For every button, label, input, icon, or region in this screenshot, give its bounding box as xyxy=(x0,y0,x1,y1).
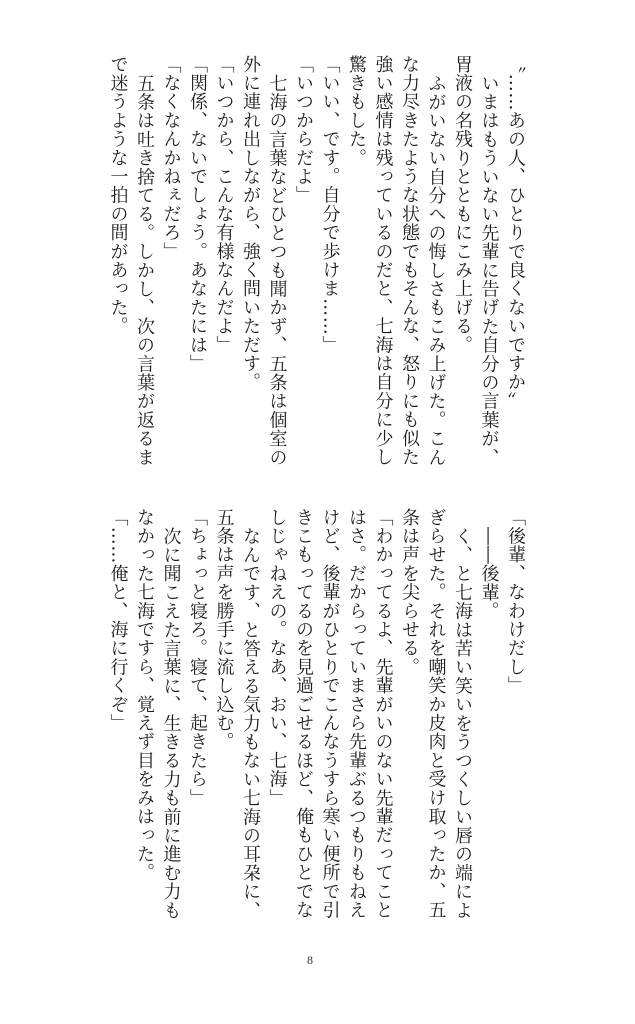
dialogue-line: 「いい、です。自分で歩けま……」 xyxy=(319,55,341,355)
text-line: 条は声を尖らせる。 xyxy=(399,508,420,677)
text-line: 次に聞こえた言葉に、生きる力も前に進む力も xyxy=(160,526,182,920)
text-line: なんです、と答える気力もない七海の耳朶に、 xyxy=(240,526,261,920)
dialogue-line: 「関係、ないでしょう。あなたには」 xyxy=(187,55,208,373)
dialogue-line: 「わかってるよ、先輩がいのない先輩だってこと xyxy=(372,508,394,920)
text-line: な力尽きたような状態でもそんな、怒りにも似た xyxy=(399,55,420,467)
text-line: ぎらせた。それを嘲笑か皮肉と受け取ったか、五 xyxy=(425,508,447,920)
dialogue-line: 「……俺と、海に行くぞ」 xyxy=(107,508,129,733)
text-line: 胃液の名残りとともにこみ上げる。 xyxy=(452,55,473,355)
lower-text-block xyxy=(104,508,528,920)
text-line: 〝……あの人、ひとりで良くないですか〟 xyxy=(505,55,526,411)
text-line: なかった七海ですら、覚えず目をみはった。 xyxy=(134,508,155,882)
text-line: く、と七海は苦い笑いをうつくしい唇の端によ xyxy=(452,526,473,920)
upper-text-block xyxy=(104,55,528,467)
text-line: で迷うような一拍の間があった。 xyxy=(107,55,129,336)
text-line: ――後輩。 xyxy=(478,526,500,621)
dialogue-line: きこもってるのを見過ごせるほど、俺もひとでな xyxy=(293,508,314,920)
text-line: 外に連れ出しながら、強く問いただす。 xyxy=(240,55,261,392)
text-line: 驚きもした。 xyxy=(346,55,367,168)
text-line: 五条は声を勝手に流し込む。 xyxy=(213,508,235,752)
page-number: 8 xyxy=(307,953,313,967)
dialogue-line: けど、後輩がひとりでこんなうすら寒い便所で引 xyxy=(319,508,341,920)
text-line: いまはもういない先輩に告げた自分の言葉が、 xyxy=(478,73,500,467)
dialogue-line: はさ。だからっていまさら先輩ぶるつもりもねえ xyxy=(346,508,367,920)
text-line: 五条は吐き捨てる。しかし、次の言葉が返るま xyxy=(134,73,155,467)
text-line: 七海の言葉などひとつも聞かず、五条は個室の xyxy=(266,73,288,467)
dialogue-line: 「いつから、こんな有様なんだよ」 xyxy=(213,55,235,355)
dialogue-line: 「ちょっと寝ろ。寝て、起きたら」 xyxy=(187,508,208,808)
dialogue-line: 「後輩、なわけだし」 xyxy=(505,508,526,695)
dialogue-line: しじゃねえの。なあ、おい、七海」 xyxy=(266,508,288,808)
dialogue-line: 「なくなんかねぇだろ」 xyxy=(160,55,182,261)
text-line: ふがいない自分への悔しさもこみ上げた。こん xyxy=(425,73,447,467)
dialogue-line: 「いつからだよ」 xyxy=(293,55,314,205)
text-line: 強い感情は残っているのだと、七海は自分に少し xyxy=(372,55,394,467)
